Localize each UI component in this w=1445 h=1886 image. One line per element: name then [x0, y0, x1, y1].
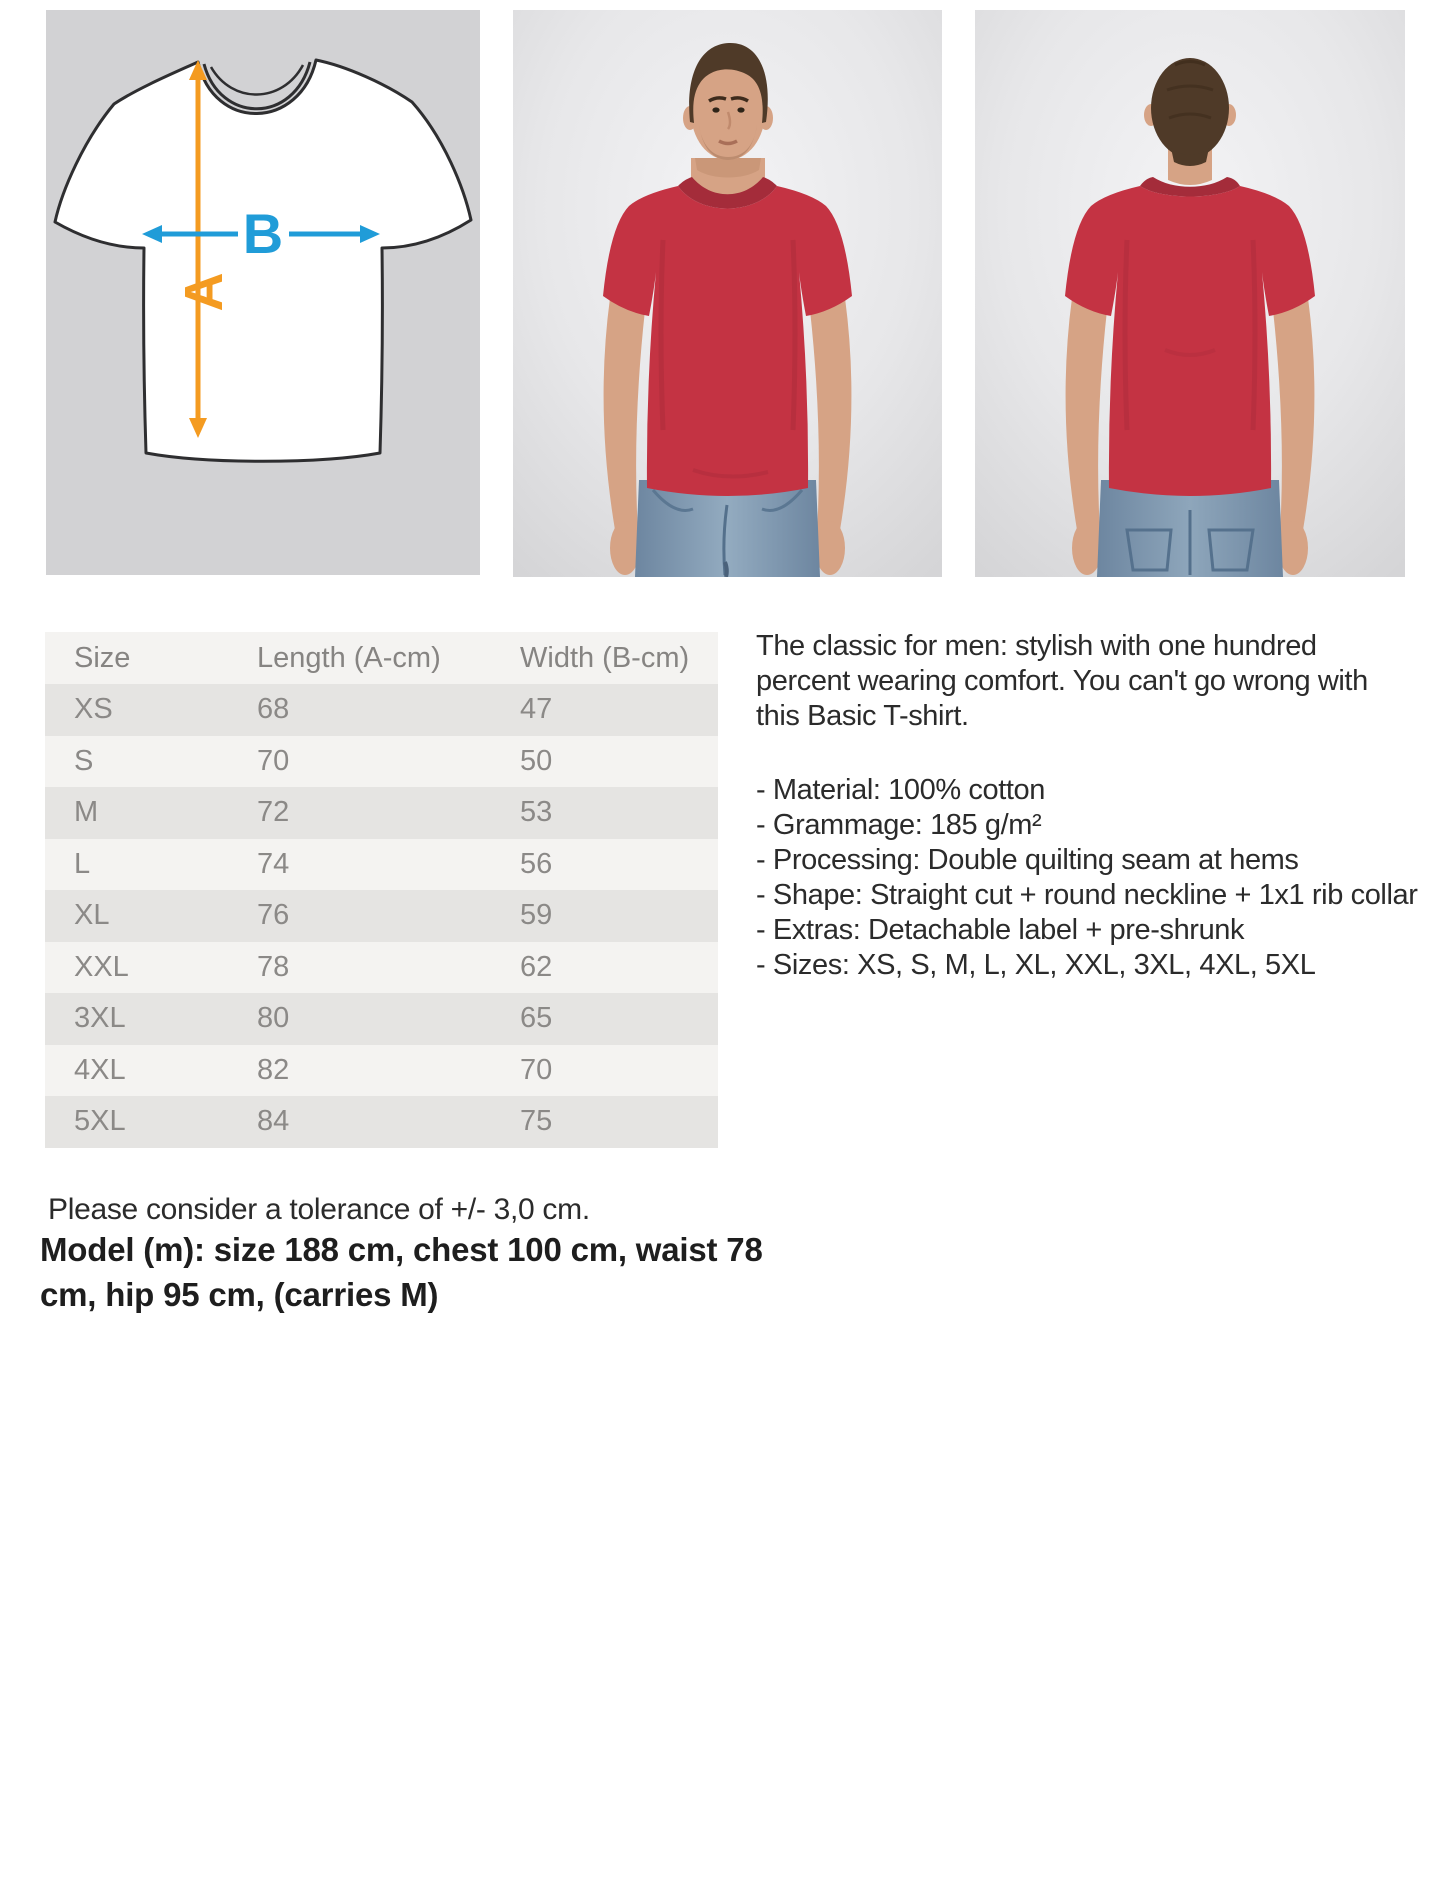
cell-length: 84	[256, 1096, 519, 1148]
tolerance-note: Please consider a tolerance of +/- 3,0 cm.	[48, 1193, 590, 1226]
cell-size: XS	[45, 684, 256, 736]
cell-width: 47	[519, 684, 718, 736]
description-spacer	[756, 734, 1418, 773]
cell-size: S	[45, 736, 256, 788]
col-header-size: Size	[45, 632, 256, 684]
size-table	[45, 632, 718, 1148]
table-row	[45, 736, 718, 788]
cell-width: 65	[519, 993, 718, 1045]
cell-width: 53	[519, 787, 718, 839]
col-header-length: Length (A-cm)	[256, 632, 519, 684]
tshirt-measurement-diagram	[46, 10, 480, 575]
cell-width: 59	[519, 890, 718, 942]
description-intro-line: percent wearing comfort. You can't go wrong with	[756, 665, 1368, 697]
cell-size: 4XL	[45, 1045, 256, 1097]
cell-size: 3XL	[45, 993, 256, 1045]
model-back-photo	[975, 10, 1405, 577]
cell-size: L	[45, 839, 256, 891]
spec-extras: - Extras: Detachable label + pre-shrunk	[756, 914, 1245, 946]
description-intro-line: The classic for men: stylish with one hundred	[756, 630, 1317, 662]
cell-length: 76	[256, 890, 519, 942]
table-row	[45, 787, 718, 839]
eye-left	[712, 107, 719, 112]
spec-grammage: - Grammage: 185 g/m²	[756, 809, 1042, 841]
measure-label-a: A	[174, 272, 234, 312]
spec-sizes: - Sizes: XS, S, M, L, XL, XXL, 3XL, 4XL, 5XL	[756, 949, 1316, 981]
model-front-photo	[513, 10, 942, 577]
model-back-illustration	[975, 10, 1405, 577]
size-table-header-row	[45, 632, 718, 684]
table-row	[45, 1045, 718, 1097]
cell-length: 72	[256, 787, 519, 839]
model-measurements-note	[40, 1227, 763, 1317]
cell-size: M	[45, 787, 256, 839]
table-row	[45, 942, 718, 994]
cell-width: 62	[519, 942, 718, 994]
spec-material: - Material: 100% cotton	[756, 774, 1045, 806]
product-description	[756, 629, 1418, 983]
spec-processing: - Processing: Double quilting seam at hems	[756, 844, 1299, 876]
table-row	[45, 1096, 718, 1148]
spec-shape: - Shape: Straight cut + round neckline + 1x1 rib collar	[756, 879, 1418, 911]
cell-length: 74	[256, 839, 519, 891]
cell-length: 68	[256, 684, 519, 736]
table-row	[45, 993, 718, 1045]
cell-size: 5XL	[45, 1096, 256, 1148]
cell-size: XXL	[45, 942, 256, 994]
cell-length: 80	[256, 993, 519, 1045]
cell-width: 70	[519, 1045, 718, 1097]
cell-width: 56	[519, 839, 718, 891]
cell-size: XL	[45, 890, 256, 942]
cell-length: 78	[256, 942, 519, 994]
model-note-line: cm, hip 95 cm, (carries M)	[40, 1276, 439, 1313]
measure-label-b: B	[242, 202, 284, 265]
model-note-line: Model (m): size 188 cm, chest 100 cm, waist 78	[40, 1231, 763, 1268]
size-diagram-panel	[46, 10, 480, 575]
cell-width: 75	[519, 1096, 718, 1148]
cell-length: 70	[256, 736, 519, 788]
table-row	[45, 684, 718, 736]
table-row	[45, 839, 718, 891]
eye-right	[737, 107, 744, 112]
model-front-illustration	[513, 10, 942, 577]
table-row	[45, 890, 718, 942]
description-intro-line: this Basic T-shirt.	[756, 700, 969, 732]
col-header-width: Width (B-cm)	[519, 632, 718, 684]
cell-length: 82	[256, 1045, 519, 1097]
cell-width: 50	[519, 736, 718, 788]
